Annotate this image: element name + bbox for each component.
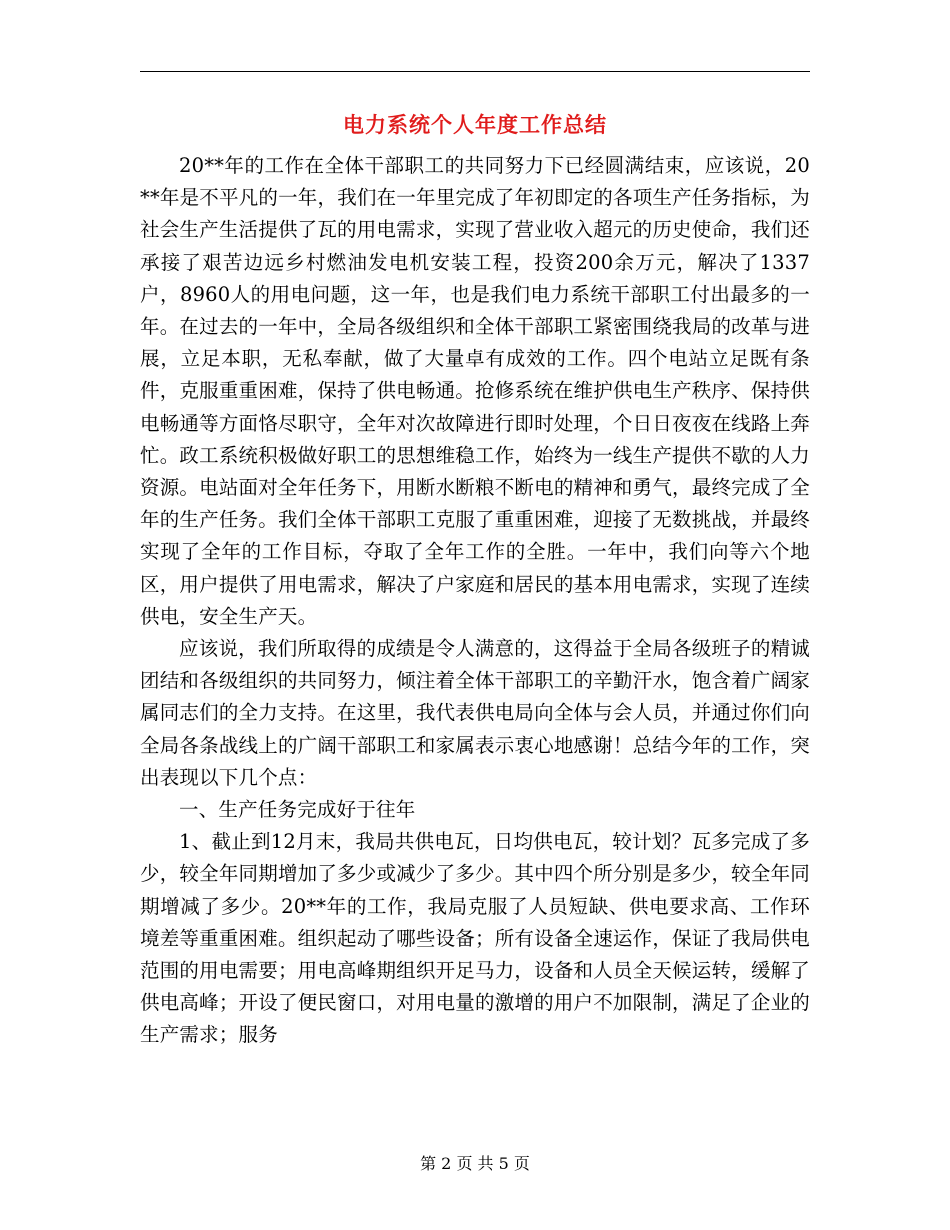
header-rule: [140, 71, 810, 72]
page-footer: 第 2 页 共 5 页: [420, 1154, 530, 1173]
paragraph-3: 1、截止到12月末，我局共供电瓦，日均供电瓦，较计划？瓦多完成了多少，较全年同期增加了多少或减少了多少。其中四个所分别是多少，较全年同期增减了多少。20**年的工作，我局克服了人员短缺、供电要求高、工作环境差等重重困难。组织起动了哪些设备；所有设备全速运作，保证了我局供电范围的用电需要；用电高峰期组织开足马力，设备和人员全天候运转，缓解了供电高峰；开设了便民窗口，对用电量的激增的用户不加限制，满足了企业的生产需求；服务: [140, 830, 810, 1047]
paragraph-2: 应该说，我们所取得的成绩是令人满意的，这得益于全局各级班子的精诚团结和各级组织的共同努力，倾注着全体干部职工的辛勤汗水，饱含着广阔家属同志们的全力支持。在这里，我代表供电局向全体与会人员，并通过你们向全局各条战线上的广阔干部职工和家属表示衷心地感谢！总结今年的工作，突出表现以下几个点：: [140, 637, 810, 789]
page-title: 电力系统个人年度工作总结: [343, 112, 607, 137]
paragraph-1: 20**年的工作在全体干部职工的共同努力下已经圆满结束，应该说，20**年是不平凡的一年，我们在一年里完成了年初即定的各项生产任务指标，为社会生产生活提供了瓦的用电需求，实现了营业收入超元的历史使命，我们还承接了艰苦边远乡村燃油发电机安装工程，投资200余万元，解决了1337户，8960人的用电问题，这一年，也是我们电力系统干部职工付出最多的一年。在过去的一年中，全局各级组织和全体干部职工紧密围绕我局的改革与进展，立足本职，无私奉献，做了大量卓有成效的工作。四个电站立足既有条件，克服重重困难，保持了供电畅通。抢修系统在维护供电生产秩序、保持供电畅通等方面恪尽职守，全年对次故障进行即时处理，个日日夜夜在线路上奔忙。政工系统积极做好职工的思想维稳工作，始终为一线生产提供不歇的人力资源。电站面对全年任务下，用断水断粮不断电的精神和勇气，最终完成了全年的生产任务。我们全体干部职工克服了重重困难，迎接了无数挑战，并最终实现了全年的工作目标，夺取了全年工作的全胜。一年中，我们向等六个地区，用户提供了用电需求，解决了户家庭和居民的基本用电需求，实现了连续供电，安全生产天。: [140, 154, 811, 628]
document-body: [140, 150, 810, 1052]
section-heading: 一、生产任务完成好于往年: [179, 798, 416, 822]
